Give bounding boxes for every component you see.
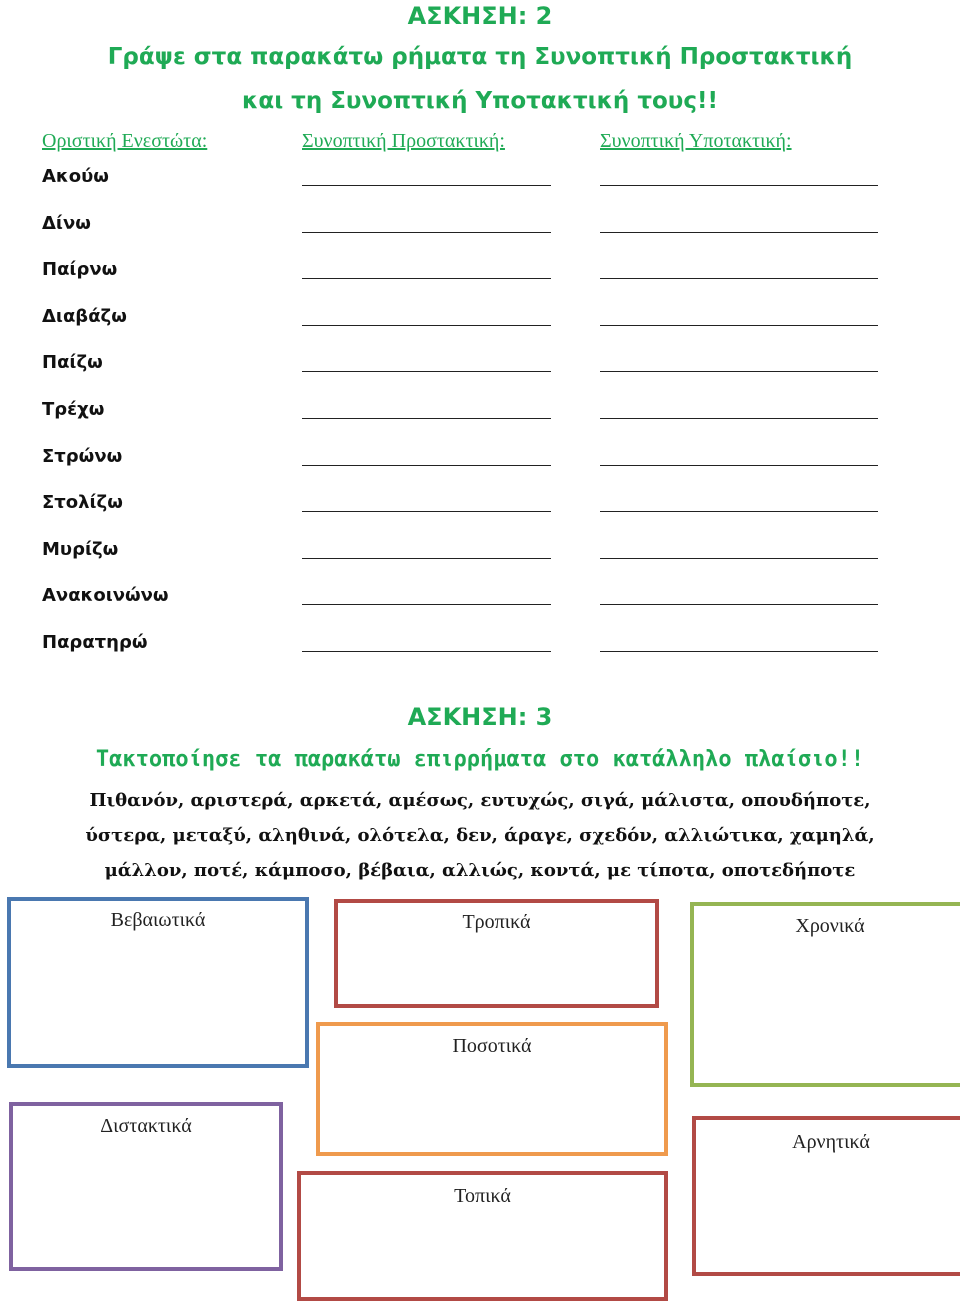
box-place[interactable]	[297, 1171, 668, 1301]
verb-label: Παρατηρώ	[42, 632, 148, 653]
imperative-answer-line[interactable]	[302, 278, 551, 279]
column-header-imperative: Συνοπτική Προστακτική:	[302, 130, 505, 152]
box-time-label: Χρονικά	[795, 915, 865, 937]
box-affirmative[interactable]	[7, 897, 309, 1068]
verb-label: Τρέχω	[42, 399, 105, 420]
subjunctive-answer-line[interactable]	[600, 418, 878, 419]
imperative-answer-line[interactable]	[302, 232, 551, 233]
exercise-2-instruction-line-2: και τη Συνοπτική Υποτακτική τους!!	[242, 88, 718, 114]
subjunctive-answer-line[interactable]	[600, 465, 878, 466]
box-doubt[interactable]	[9, 1102, 283, 1271]
subjunctive-answer-line[interactable]	[600, 511, 878, 512]
verb-label: Διαβάζω	[42, 305, 127, 327]
imperative-answer-line[interactable]	[302, 465, 551, 466]
subjunctive-answer-line[interactable]	[600, 371, 878, 372]
imperative-answer-line[interactable]	[302, 511, 551, 512]
subjunctive-answer-line[interactable]	[600, 185, 878, 186]
imperative-answer-line[interactable]	[302, 325, 551, 326]
box-doubt-label: Διστακτικά	[100, 1115, 192, 1137]
column-header-subjunctive: Συνοπτική Υποτακτική:	[600, 130, 792, 152]
adverb-list-line-3: μάλλον, ποτέ, κάμποσο, βέβαια, αλλιώς, κοντά, με τίποτα, οποτεδήποτε	[104, 860, 856, 881]
exercise-3-instruction: Τακτοποίησε τα παρακάτω επιρρήματα στο κατάλληλο πλαίσιο!!	[95, 747, 865, 772]
imperative-answer-line[interactable]	[302, 558, 551, 559]
box-negative[interactable]	[692, 1116, 960, 1276]
subjunctive-answer-line[interactable]	[600, 651, 878, 652]
verb-label: Στολίζω	[42, 492, 123, 514]
box-manner-label: Τροπικά	[462, 911, 531, 933]
imperative-answer-line[interactable]	[302, 604, 551, 605]
imperative-answer-line[interactable]	[302, 418, 551, 419]
box-time[interactable]	[690, 902, 960, 1087]
verb-label: Δίνω	[42, 212, 91, 234]
imperative-answer-line[interactable]	[302, 371, 551, 372]
box-manner[interactable]	[334, 899, 659, 1008]
exercise-2-instruction-line-1: Γράψε στα παρακάτω ρήματα τη Συνοπτική Προστακτική	[107, 44, 853, 70]
imperative-answer-line[interactable]	[302, 185, 551, 186]
subjunctive-answer-line[interactable]	[600, 325, 878, 326]
verb-label: Μυρίζω	[42, 538, 119, 560]
verb-label: Ανακοινώνω	[42, 585, 169, 607]
verb-label: Παίρνω	[42, 259, 118, 281]
box-quantity[interactable]	[316, 1022, 668, 1156]
subjunctive-answer-line[interactable]	[600, 604, 878, 605]
verb-label: Ακούω	[42, 166, 109, 187]
adverb-list-line-1: Πιθανόν, αριστερά, αρκετά, αμέσως, ευτυχώς, σιγά, μάλιστα, οπουδήποτε,	[89, 790, 871, 811]
adverb-list-line-2: ύστερα, μεταξύ, αληθινά, ολότελα, δεν, άραγε, σχεδόν, αλλιώτικα, χαμηλά,	[85, 825, 875, 846]
box-negative-label: Αρνητικά	[792, 1131, 870, 1153]
exercise-2-heading: ΑΣΚΗΣΗ: 2	[407, 2, 553, 30]
subjunctive-answer-line[interactable]	[600, 558, 878, 559]
exercise-3-heading: ΑΣΚΗΣΗ: 3	[407, 703, 553, 731]
verb-label: Στρώνω	[42, 445, 123, 467]
subjunctive-answer-line[interactable]	[600, 232, 878, 233]
imperative-answer-line[interactable]	[302, 651, 551, 652]
box-quantity-label: Ποσοτικά	[452, 1035, 532, 1057]
verb-label: Παίζω	[42, 352, 103, 374]
box-place-label: Τοπικά	[454, 1185, 511, 1207]
subjunctive-answer-line[interactable]	[600, 278, 878, 279]
box-affirmative-label: Βεβαιωτικά	[110, 909, 206, 931]
column-header-present: Οριστική Ενεστώτα:	[42, 130, 208, 152]
